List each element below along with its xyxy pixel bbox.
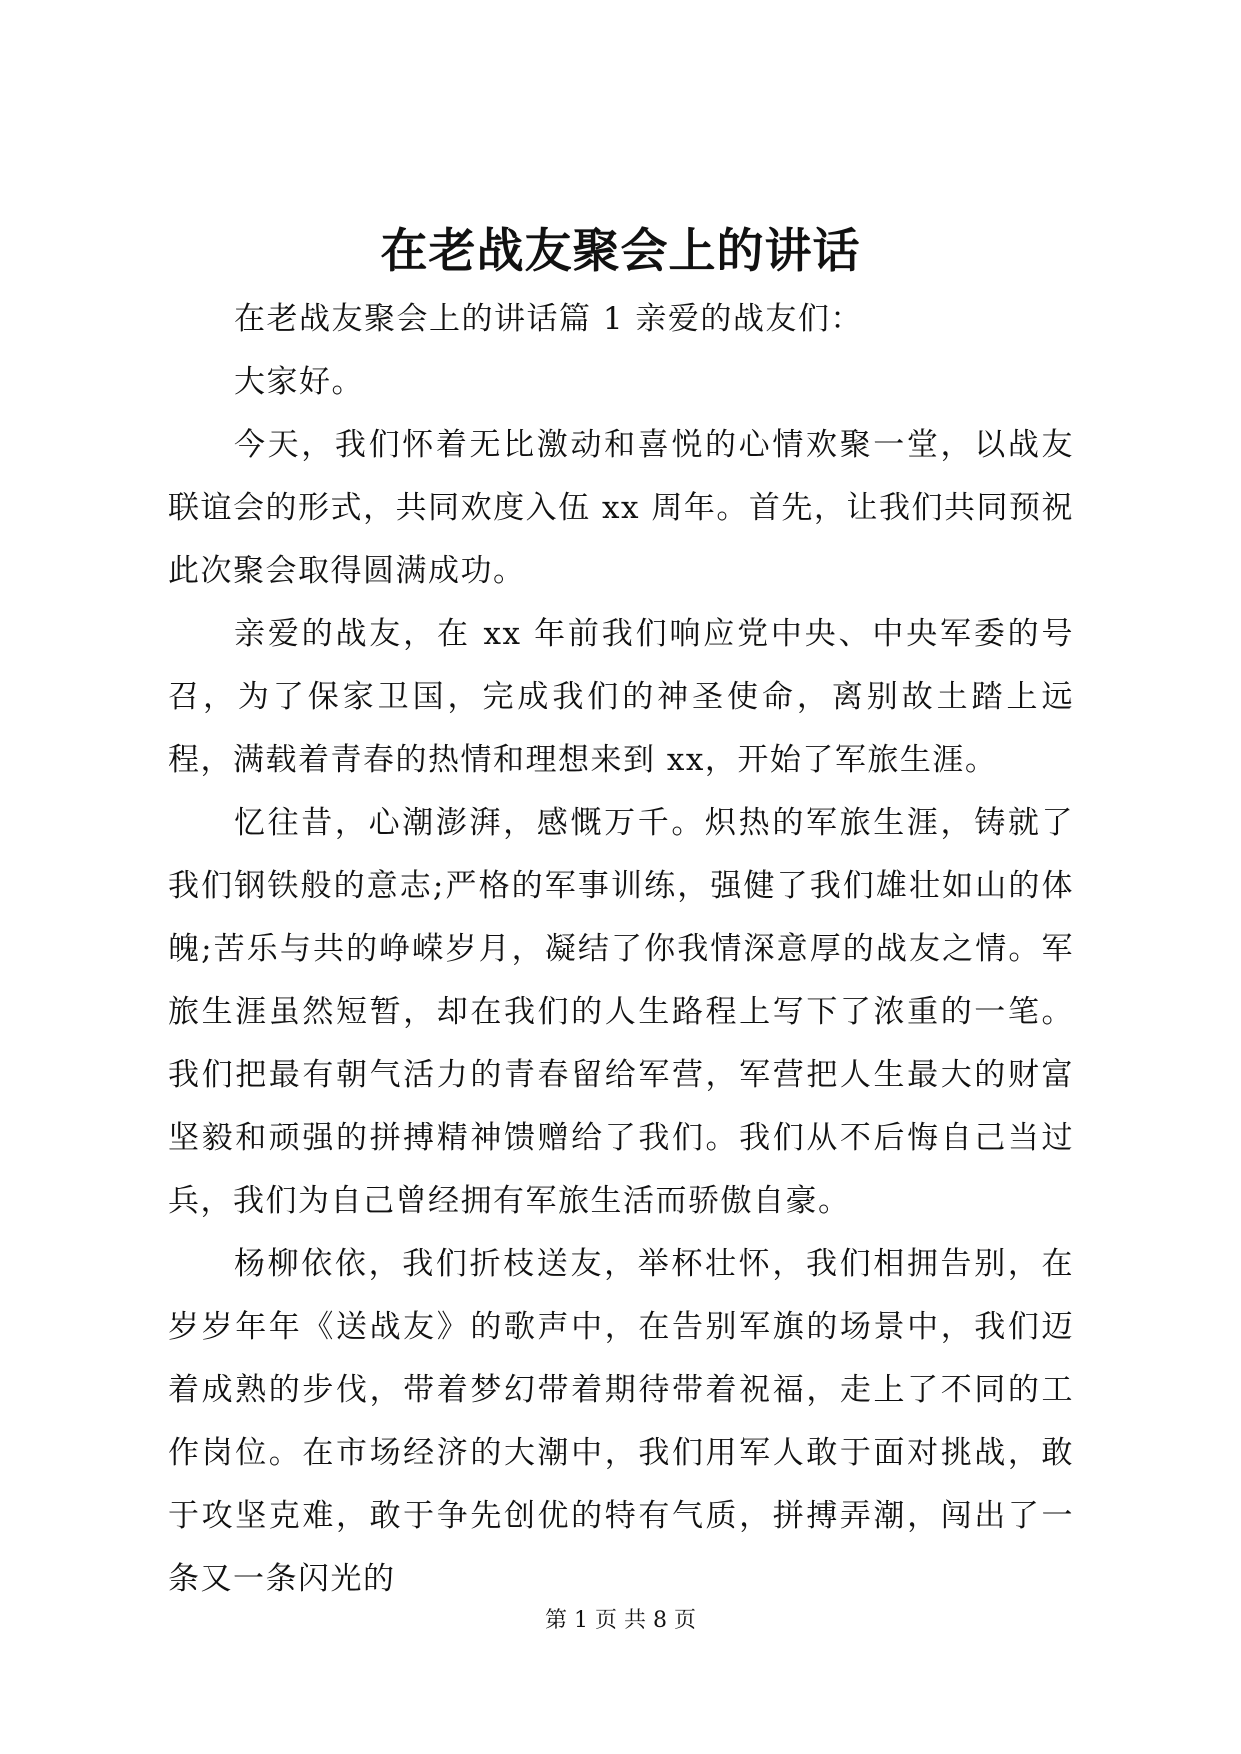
paragraph: 杨柳依依，我们折枝送友，举杯壮怀，我们相拥告别，在岁岁年年《送战友》的歌声中，在告别军旗的场景中，我们迈着成熟的步伐，带着梦幻带着期待带着祝福，走上了不同的工作岗位。在市场经济的大潮中，我们用军人敢于面对挑战，敢于攻坚克难，敢于争先创优的特有气质，拼搏弄潮，闯出了一条又一条闪光的: [168, 1246, 1074, 1597]
paragraph: 亲爱的战友，在 xx 年前我们响应党中央、中央军委的号召，为了保家卫国，完成我们的神圣使命，离别故土踏上远程，满载着青春的热情和理想来到 xx，开始了军旅生涯。: [168, 616, 1074, 778]
paragraph: 今天，我们怀着无比激动和喜悦的心情欢聚一堂，以战友联谊会的形式，共同欢度入伍 xx 周年。首先，让我们共同预祝此次聚会取得圆满成功。: [168, 427, 1074, 589]
paragraph: 大家好。: [234, 364, 364, 400]
paragraph: 忆往昔，心潮澎湃，感慨万千。炽热的军旅生涯，铸就了我们钢铁般的意志;严格的军事训练，强健了我们雄壮如山的体魄;苦乐与共的峥嵘岁月，凝结了你我情深意厚的战友之情。军旅生涯虽然短暂，却在我们的人生路程上写下了浓重的一笔。我们把最有朝气活力的青春留给军营，军营把人生最大的财富坚毅和顽强的拼搏精神馈赠给了我们。我们从不后悔自己当过兵，我们为自己曾经拥有军旅生活而骄傲自豪。: [168, 805, 1074, 1219]
document-title: 在老战友聚会上的讲话: [380, 224, 861, 279]
paragraph: 在老战友聚会上的讲话篇 1 亲爱的战友们：: [234, 301, 863, 337]
page-footer: 第 1 页 共 8 页: [545, 1608, 696, 1633]
document-body: [168, 288, 1074, 1611]
